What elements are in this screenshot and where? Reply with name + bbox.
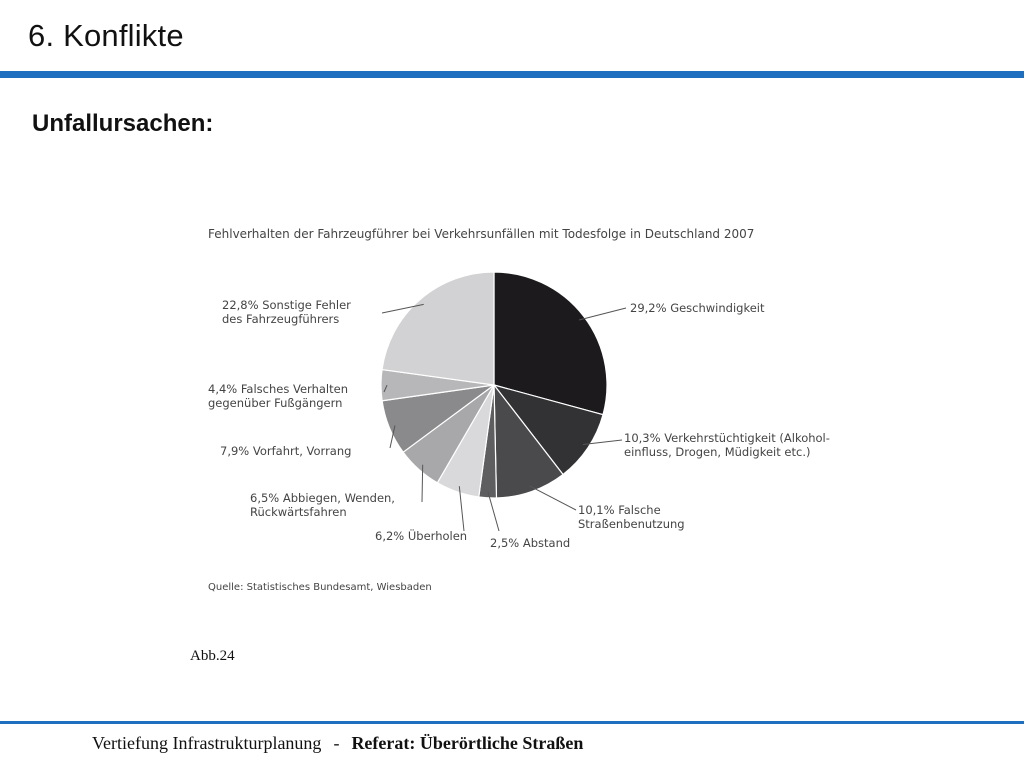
footer-course: Vertiefung Infrastrukturplanung <box>92 733 322 753</box>
slice-label-abstand: 2,5% Abstand <box>490 536 571 550</box>
slice-label-fussgaenger: 4,4% Falsches Verhalten gegenüber Fußgängern <box>208 382 348 410</box>
footer-divider-bar <box>0 721 1024 724</box>
leader-line-falsche-strassenbenutzung <box>530 486 576 510</box>
footer <box>92 733 583 754</box>
leader-line-geschwindigkeit <box>579 308 626 320</box>
footer-referat: Referat: Überörtliche Straßen <box>351 733 584 753</box>
chart-source: Quelle: Statistisches Bundesamt, Wiesbaden <box>208 582 432 593</box>
slide-subtitle: Unfallursachen: <box>32 110 214 137</box>
title-divider-bar <box>0 71 1024 78</box>
pie-chart-figure <box>190 205 870 605</box>
slice-label-geschwindigkeit: 29,2% Geschwindigkeit <box>630 301 765 315</box>
leader-line-abbiegen <box>422 465 423 502</box>
slice-label-abbiegen: 6,5% Abbiegen, Wenden, Rückwärtsfahren <box>250 491 395 519</box>
slice-label-vorfahrt: 7,9% Vorfahrt, Vorrang <box>220 444 352 458</box>
slice-label-sonstige-fehler: 22,8% Sonstige Fehler des Fahrzeugführers <box>222 298 351 326</box>
figure-caption: Abb.24 <box>190 648 235 664</box>
slice-label-falsche-strassenbenutzung: 10,1% Falsche Straßenbenutzung <box>578 503 685 531</box>
pie-slice-sonstige-fehler <box>382 272 494 385</box>
chart-title: Fehlverhalten der Fahrzeugführer bei Verkehrsunfällen mit Todesfolge in Deutschland 2007 <box>208 227 755 241</box>
slice-label-ueberholen: 6,2% Überholen <box>375 529 468 543</box>
slide-title: 6. Konflikte <box>28 18 184 53</box>
footer-separator: - <box>333 733 340 753</box>
slice-label-verkehrstuechtigkeit: 10,3% Verkehrstüchtigkeit (Alkohol- einfluss, Drogen, Müdigkeit etc.) <box>624 431 830 459</box>
